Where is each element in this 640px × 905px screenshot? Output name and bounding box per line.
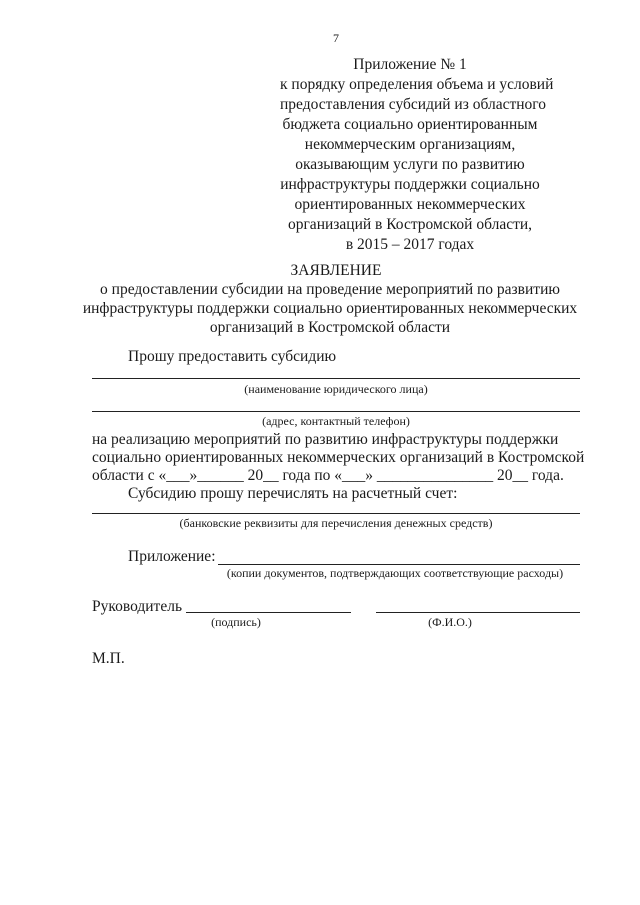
appendix-line: предоставления субсидий из областного (280, 96, 546, 113)
request-text: Прошу предоставить субсидию (128, 348, 337, 365)
appendix-line: инфраструктуры поддержки социально (280, 176, 540, 193)
attachment-field[interactable] (218, 564, 580, 565)
purpose-line: на реализацию мероприятий по развитию инфраструктуры поддержки (92, 431, 559, 448)
head-label: Руководитель (92, 598, 183, 615)
statement-heading: ЗАЯВЛЕНИЕ (290, 262, 382, 279)
caption-address: (адрес, контактный телефон) (262, 414, 410, 428)
appendix-line: оказывающим услуги по развитию (295, 156, 525, 173)
appendix-line: в 2015 – 2017 годах (345, 236, 475, 253)
transfer-text: Субсидию прошу перечислять на расчетный счет: (128, 485, 458, 502)
caption-attachment: (копии документов, подтверждающих соответствующие расходы) (226, 566, 564, 580)
page-number: 7 (333, 31, 339, 45)
appendix-line: организаций в Костромской области, (287, 216, 533, 233)
statement-subtitle: организаций в Костромской области (209, 319, 451, 336)
period-line: области с «___»______ 20__ года по «___» _______________ 20__ года. (92, 467, 564, 484)
caption-entity: (наименование юридического лица) (244, 382, 428, 396)
statement-subtitle: о предоставлении субсидии на проведение мероприятий по развитию (100, 281, 560, 298)
caption-bank: (банковские реквизиты для перечисления денежных средств) (179, 516, 493, 530)
purpose-line: социально ориентированных некоммерческих организаций в Костромской (92, 449, 585, 466)
appendix-line: к порядку определения объема и условий (280, 76, 554, 93)
address-field[interactable] (92, 411, 580, 412)
stamp-place: М.П. (92, 650, 125, 667)
appendix-line: бюджета социально ориентированным (282, 116, 538, 133)
entity-name-field[interactable] (92, 378, 580, 379)
bank-details-field[interactable] (92, 513, 580, 514)
appendix-line: ориентированных некоммерческих (294, 196, 526, 213)
appendix-line: некоммерческим организациям, (304, 136, 516, 153)
signature-field[interactable] (186, 612, 351, 613)
appendix-title: Приложение № 1 (353, 56, 467, 73)
name-field[interactable] (376, 612, 580, 613)
caption-name: (Ф.И.О.) (428, 615, 472, 629)
statement-subtitle: инфраструктуры поддержки социально ориентированных некоммерческих (82, 300, 578, 317)
attachment-label: Приложение: (128, 548, 216, 565)
caption-signature: (подпись) (211, 615, 261, 629)
